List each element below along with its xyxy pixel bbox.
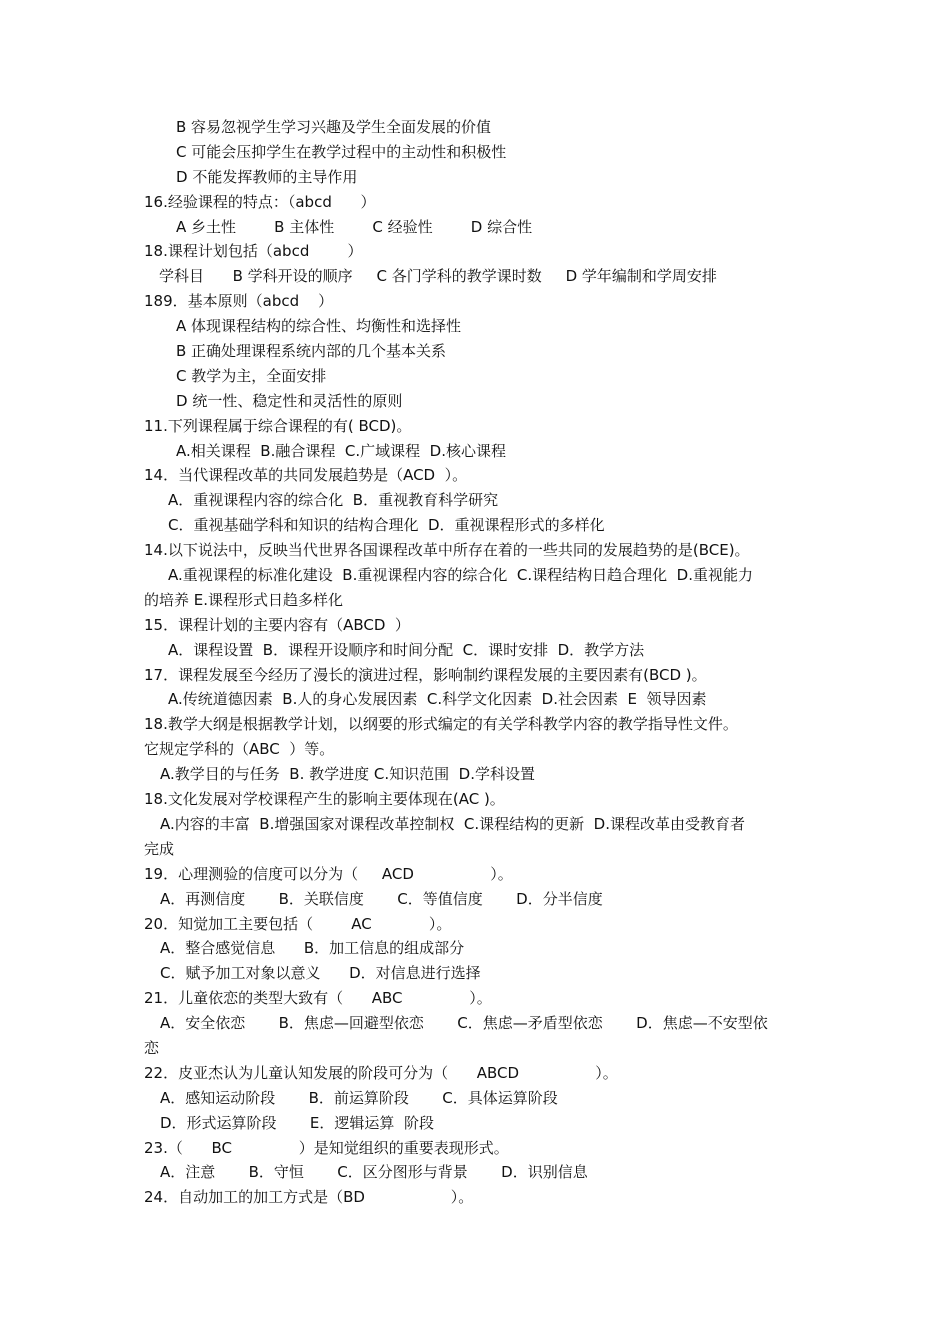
option-line: A．整合感觉信息 B．加工信息的组成部分: [160, 939, 465, 958]
option-line: A.内容的丰富 B.增强国家对课程改革控制权 C.课程结构的更新 D.课程改革由受教育者: [160, 814, 745, 833]
option-line: A.教学目的与任务 B. 教学进度 C.知识范围 D.学科设置: [160, 765, 535, 784]
question-line: 17．课程发展至今经历了漫长的演进过程，影响制约课程发展的主要因素有(BCD )。: [144, 665, 707, 684]
option-line: A．安全依恋 B．焦虑—回避型依恋 C．焦虑—矛盾型依恋 D．焦虑—不安型依: [160, 1014, 768, 1033]
option-line: C 可能会压抑学生在教学过程中的主动性和积极性: [176, 142, 507, 161]
continuation-line: 恋: [144, 1038, 160, 1057]
question-line: 18.教学大纲是根据教学计划，以纲要的形式编定的有关学科教学内容的教学指导性文件。: [144, 715, 738, 734]
continuation-line: 的培养 E.课程形式日趋多样化: [144, 590, 344, 609]
question-line: 189．基本原则（abcd ）: [144, 292, 334, 311]
option-line: D 统一性、稳定性和灵活性的原则: [176, 391, 403, 410]
continuation-line: 完成: [144, 839, 175, 858]
option-line: 学科目 B 学科开设的顺序 C 各门学科的教学课时数 D 学年编制和学周安排: [159, 267, 717, 286]
question-line: 14.以下说法中，反映当代世界各国课程改革中所存在着的一些共同的发展趋势的是(BCE)。: [144, 541, 750, 560]
question-line: 14．当代课程改革的共同发展趋势是（ACD ）。: [144, 466, 468, 485]
option-line: D 不能发挥教师的主导作用: [176, 167, 358, 186]
option-line: B 正确处理课程系统内部的几个基本关系: [176, 342, 447, 361]
option-line: C．赋予加工对象以意义 D．对信息进行选择: [160, 964, 481, 983]
document-body: [144, 115, 824, 1210]
option-line: D．形式运算阶段 E．逻辑运算 阶段: [160, 1113, 434, 1132]
option-line: A.重视课程的标准化建设 B.重视课程内容的综合化 C.课程结构日趋合理化 D.重视能力: [168, 566, 753, 585]
question-line: 19．心理测验的信度可以分为（ ACD ）。: [144, 864, 513, 883]
option-line: A．课程设置 B．课程开设顺序和时间分配 C．课时安排 D．教学方法: [168, 640, 645, 659]
question-line: 22．皮亚杰认为儿童认知发展的阶段可分为（ ABCD ）。: [144, 1063, 618, 1082]
question-line: 24．自动加工的加工方式是（BD ）。: [144, 1188, 474, 1207]
option-line: A．重视课程内容的综合化 B．重视教育科学研究: [168, 491, 499, 510]
option-line: A 体现课程结构的综合性、均衡性和选择性: [176, 317, 462, 336]
question-line: 18.课程计划包括（abcd ）: [144, 242, 363, 261]
continuation-line: 它规定学科的（ABC ）等。: [144, 740, 335, 759]
option-line: A．注意 B．守恒 C．区分图形与背景 D．识别信息: [160, 1163, 588, 1182]
option-line: B 容易忽视学生学习兴趣及学生全面发展的价值: [176, 118, 492, 136]
option-line: A 乡土性 B 主体性 C 经验性 D 综合性: [176, 217, 533, 236]
question-line: 23.（ BC ）是知觉组织的重要表现形式。: [144, 1138, 509, 1157]
option-line: A．再测信度 B．关联信度 C．等值信度 D．分半信度: [160, 889, 603, 908]
option-line: A.传统道德因素 B.人的身心发展因素 C.科学文化因素 D.社会因素 E 领导因素: [168, 690, 707, 709]
option-line: C 教学为主，全面安排: [176, 366, 327, 385]
question-line: 18.文化发展对学校课程产生的影响主要体现在(AC )。: [144, 790, 505, 809]
option-line: C．重视基础学科和知识的结构合理化 D．重视课程形式的多样化: [168, 516, 605, 535]
option-line: A.相关课程 B.融合课程 C.广域课程 D.核心课程: [176, 441, 506, 460]
question-line: 20．知觉加工主要包括（ AC ）。: [144, 914, 452, 933]
option-line: A．感知运动阶段 B．前运算阶段 C．具体运算阶段: [160, 1088, 558, 1107]
question-line: 16.经验课程的特点：（abcd ）: [144, 192, 376, 211]
question-line: 11.下列课程属于综合课程的有( BCD)。: [144, 416, 412, 435]
question-line: 21．儿童依恋的类型大致有（ ABC ）。: [144, 989, 492, 1008]
question-line: 15．课程计划的主要内容有（ABCD ）: [144, 615, 410, 634]
